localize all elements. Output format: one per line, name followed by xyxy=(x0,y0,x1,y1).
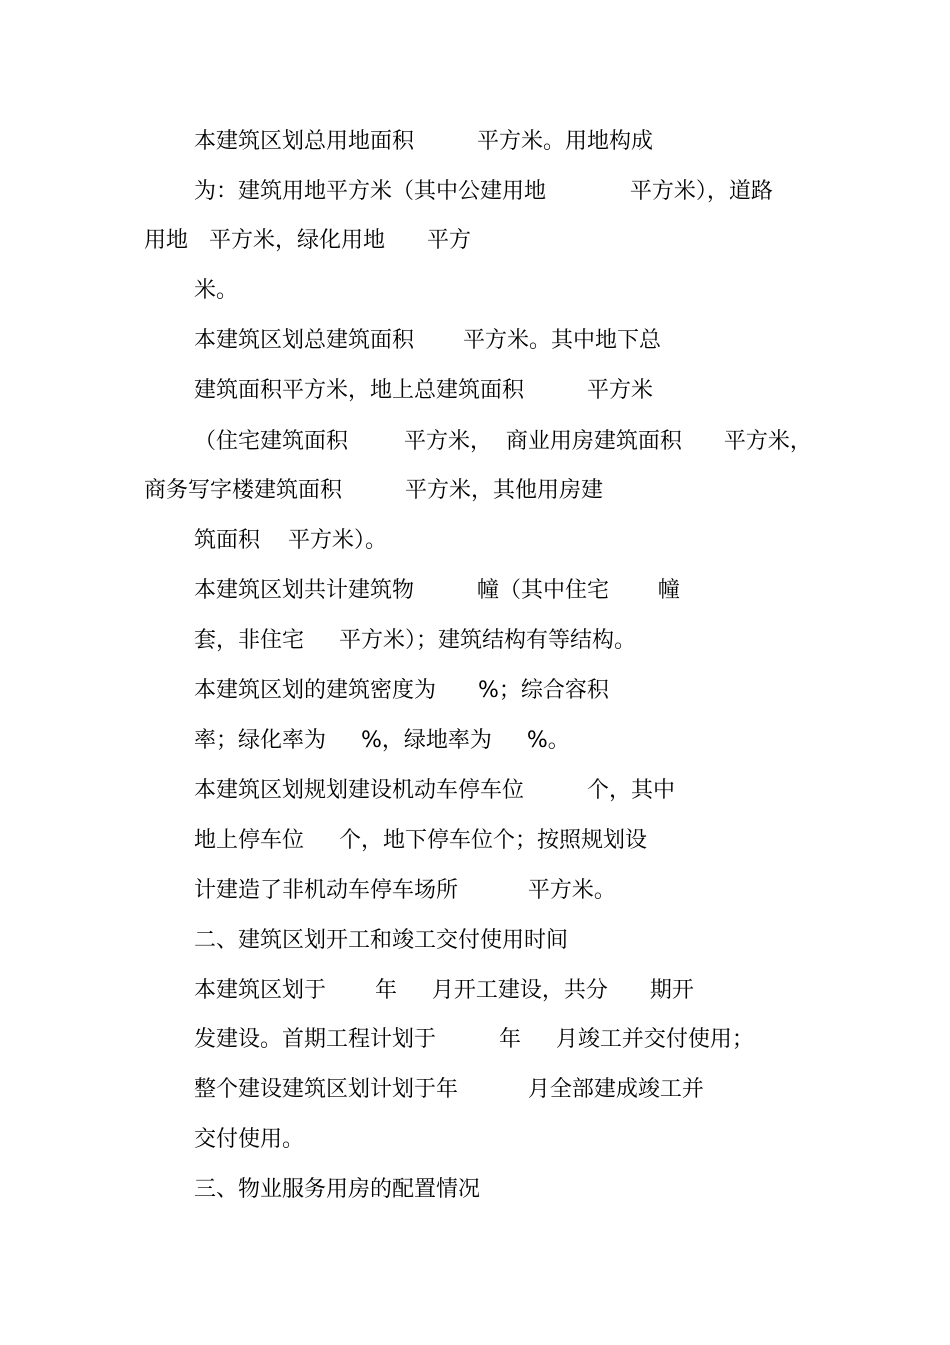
section-heading-3: 三、物业服务用房的配置情况 xyxy=(194,1177,481,1202)
paragraph-schedule-line-2: 发建设。首期工程计划于 年 月竣工并交付使用； xyxy=(194,1027,754,1052)
paragraph-density-line-2: 率；绿化率为 %，绿地率为 %。 xyxy=(194,728,570,753)
paragraph-parking-line-3: 计建造了非机动车停车场所 平方米。 xyxy=(194,878,616,903)
paragraph-schedule-line-3: 整个建设建筑区划计划于年 月全部建成竣工并 xyxy=(194,1077,704,1102)
paragraph-floor-area-line-4: 商务写字楼建筑面积 平方米，其他用房建 xyxy=(144,478,603,503)
paragraph-land-area-line-4: 米。 xyxy=(194,278,239,303)
paragraph-land-area-line-3: 用地 平方米，绿化用地 平方 xyxy=(144,228,471,253)
paragraph-parking-line-1: 本建筑区划规划建设机动车停车位 个，其中 xyxy=(194,778,675,803)
paragraph-floor-area-line-3: （住宅建筑面积 平方米， 商业用房建筑面积 平方米， xyxy=(194,429,812,454)
paragraph-floor-area-line-1: 本建筑区划总建筑面积 平方米。其中地下总 xyxy=(194,328,661,353)
paragraph-schedule-line-1: 本建筑区划于 年 月开工建设，共分 期开 xyxy=(194,978,694,1003)
paragraph-buildings-line-1: 本建筑区划共计建筑物 幢（其中住宅 幢 xyxy=(194,578,680,603)
paragraph-land-area-line-1: 本建筑区划总用地面积 平方米。用地构成 xyxy=(194,129,653,154)
paragraph-floor-area-line-2: 建筑面积平方米，地上总建筑面积 平方米 xyxy=(194,378,653,403)
paragraph-density-line-1: 本建筑区划的建筑密度为 %；综合容积 xyxy=(194,678,609,703)
paragraph-floor-area-line-5: 筑面积 平方米）。 xyxy=(194,528,387,553)
paragraph-parking-line-2: 地上停车位 个，地下停车位个；按照规划设 xyxy=(194,828,647,853)
paragraph-land-area-line-2: 为：建筑用地平方米（其中公建用地 平方米），道路 xyxy=(194,179,773,204)
paragraph-buildings-line-2: 套，非住宅 平方米）；建筑结构有等结构。 xyxy=(194,628,636,653)
section-heading-2: 二、建筑区划开工和竣工交付使用时间 xyxy=(194,928,569,953)
paragraph-schedule-line-4: 交付使用。 xyxy=(194,1127,305,1152)
